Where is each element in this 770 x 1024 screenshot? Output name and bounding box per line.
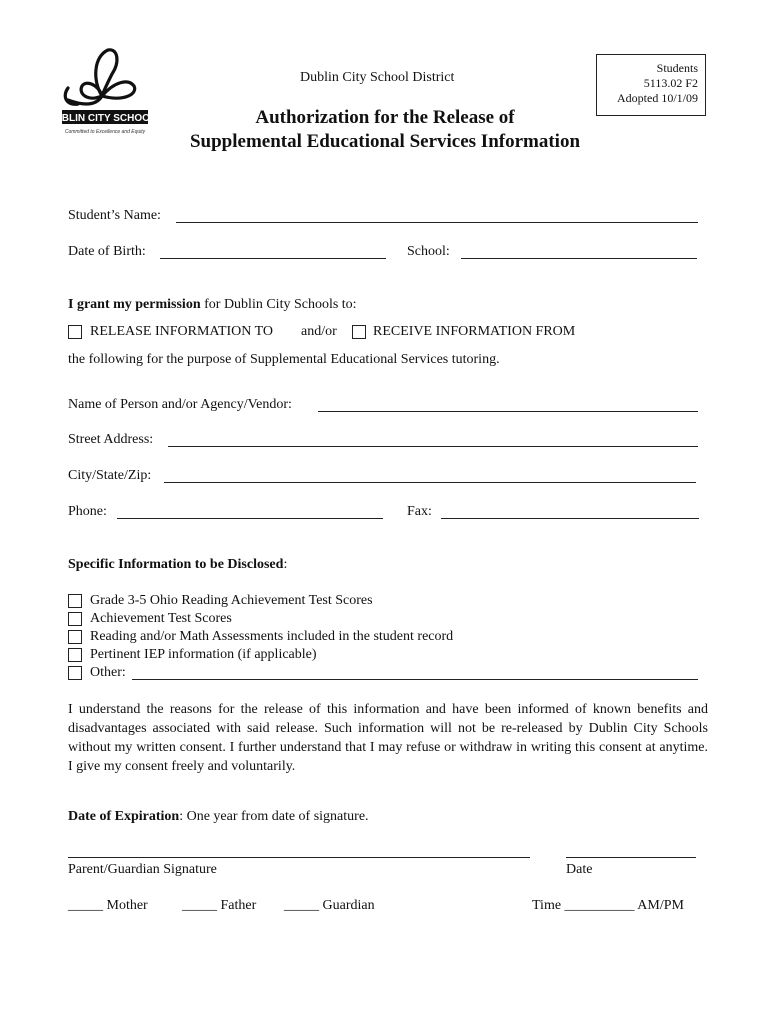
city-label: City/State/Zip: xyxy=(68,468,152,483)
release-label: RELEASE INFORMATION TO xyxy=(90,324,274,339)
disclosed-item-2: Reading and/or Math Assessments included in the student record xyxy=(90,629,454,644)
disclosed-checkbox-4[interactable] xyxy=(68,666,82,680)
dob-field[interactable] xyxy=(160,258,386,259)
person-label: Name of Person and/or Agency/Vendor: xyxy=(68,397,292,412)
disclosed-heading-text: Specific Information to be Disclosed xyxy=(68,557,284,572)
form-title-line1: Authorization for the Release of xyxy=(255,107,515,128)
street-field[interactable] xyxy=(168,446,698,447)
school-field[interactable] xyxy=(461,258,697,259)
form-title-line2: Supplemental Educational Services Information xyxy=(189,131,581,152)
dob-label: Date of Birth: xyxy=(68,244,146,259)
disclosed-item-3: Pertinent IEP information (if applicable) xyxy=(90,647,317,662)
signature-field[interactable] xyxy=(68,857,530,858)
time-field[interactable]: Time __________ AM/PM xyxy=(532,898,684,913)
phone-field[interactable] xyxy=(117,518,383,519)
consent-paragraph: I understand the reasons for the release of this information and have been informed of known benefits and disadvantages associated with said release. Such information will not be re-released by Dublin City Schools without my written consent. I further understand that I may refuse or withdraw in writing this consent at anytime. I give my consent freely and voluntarily. xyxy=(68,702,708,774)
release-checkbox[interactable] xyxy=(68,325,82,339)
disclosed-item-1: Achievement Test Scores xyxy=(90,611,232,626)
logo-text: DUBLIN CITY SCHOOLS xyxy=(47,113,163,124)
disclosed-checkbox-0[interactable] xyxy=(68,594,82,608)
school-label: School: xyxy=(407,244,450,259)
disclosed-item-4: Other: xyxy=(90,665,126,680)
andor-label: and/or xyxy=(301,324,337,339)
disclosed-item-0: Grade 3-5 Ohio Reading Achievement Test Scores xyxy=(90,593,373,608)
expiration-statement xyxy=(68,809,369,825)
signature-label: Parent/Guardian Signature xyxy=(68,862,217,877)
policy-category: Students xyxy=(656,61,698,75)
permission-statement xyxy=(68,297,357,313)
dublin-schools-logo xyxy=(47,44,163,140)
permission-rest: for Dublin City Schools to: xyxy=(200,297,357,312)
receive-label: RECEIVE INFORMATION FROM xyxy=(373,324,576,339)
disclosed-heading xyxy=(68,557,287,573)
logo-tagline: Committed to Excellence and Equity xyxy=(64,129,146,135)
city-field[interactable] xyxy=(164,482,696,483)
person-field[interactable] xyxy=(318,411,698,412)
expiration-rest: : One year from date of signature. xyxy=(179,809,369,824)
expiration-bold: Date of Expiration xyxy=(68,809,180,824)
disclosed-heading-colon: : xyxy=(283,557,288,572)
guardian-option[interactable]: _____ Guardian xyxy=(284,898,375,913)
fax-field[interactable] xyxy=(441,518,699,519)
purpose-text: the following for the purpose of Supplemental Educational Services tutoring. xyxy=(68,352,500,367)
receive-checkbox[interactable] xyxy=(352,325,366,339)
permission-bold: I grant my permission xyxy=(68,297,201,312)
phone-label: Phone: xyxy=(68,504,107,519)
fax-label: Fax: xyxy=(407,504,432,519)
date-field[interactable] xyxy=(566,857,696,858)
policy-adopted: Adopted 10/1/09 xyxy=(617,91,698,105)
student-name-label: Student’s Name: xyxy=(68,208,161,223)
other-field[interactable] xyxy=(132,679,698,680)
date-label: Date xyxy=(566,862,593,877)
disclosed-checkbox-2[interactable] xyxy=(68,630,82,644)
district-name: Dublin City School District xyxy=(300,70,455,85)
disclosed-checkbox-3[interactable] xyxy=(68,648,82,662)
policy-number: 5113.02 F2 xyxy=(643,76,698,90)
mother-option[interactable]: _____ Mother xyxy=(68,898,148,913)
disclosed-checkbox-1[interactable] xyxy=(68,612,82,626)
student-name-field[interactable] xyxy=(176,222,698,223)
father-option[interactable]: _____ Father xyxy=(182,898,257,913)
street-label: Street Address: xyxy=(68,432,154,447)
